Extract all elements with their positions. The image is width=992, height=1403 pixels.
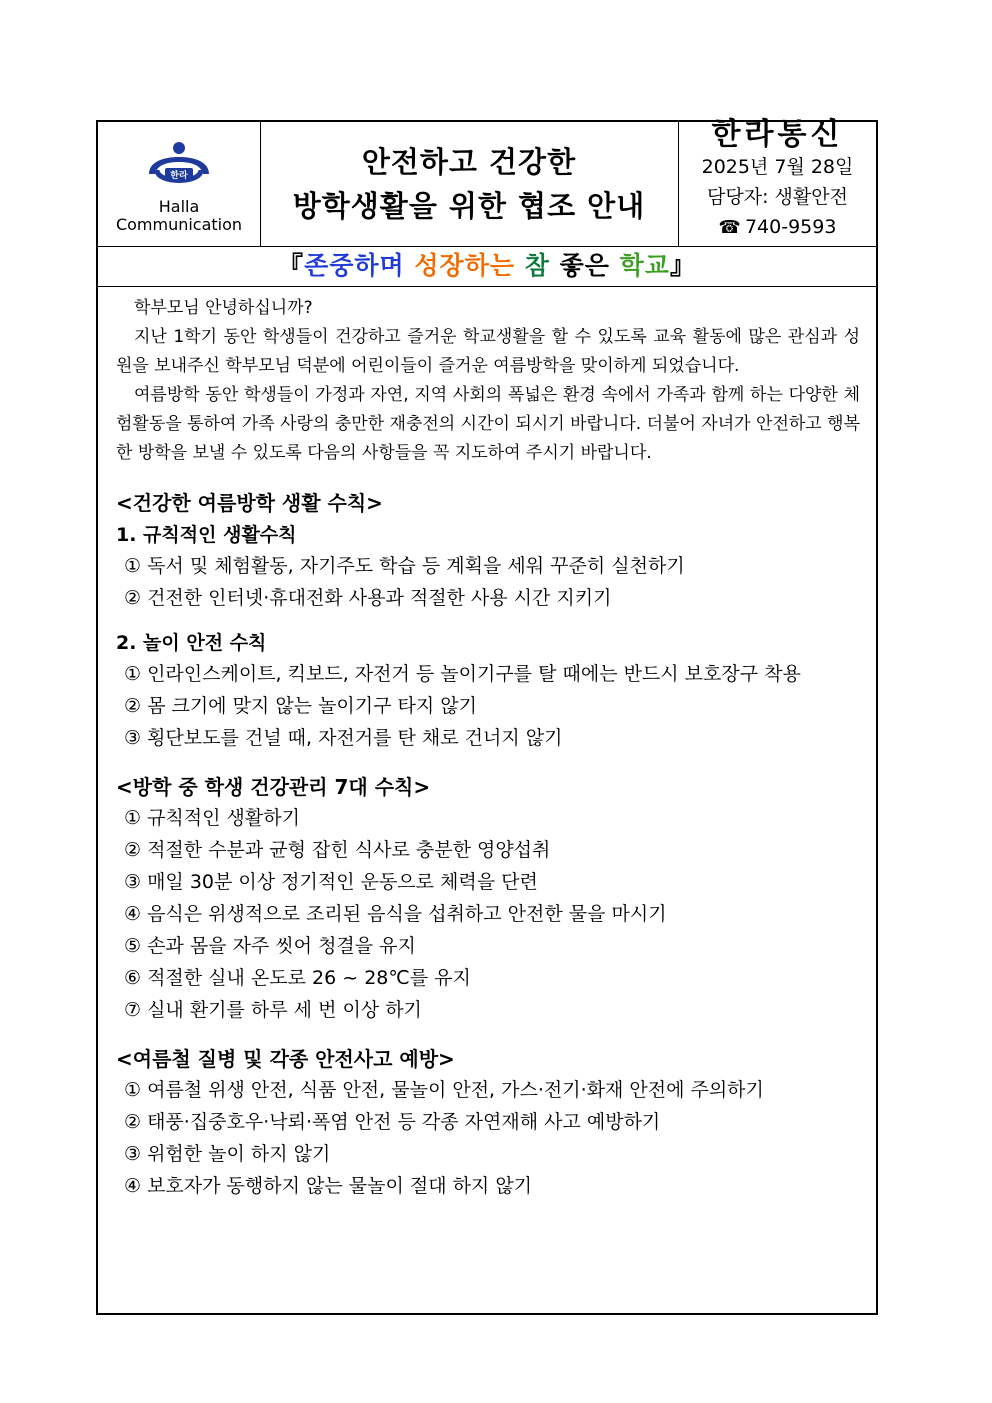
logo-text-line1: Halla: [158, 197, 200, 216]
list-item: ③ 횡단보도를 건널 때, 자전거를 탄 채로 건너지 않기: [124, 727, 563, 749]
list-item: ① 독서 및 체험활동, 자기주도 학습 등 계획을 세워 꾸준히 실천하기: [124, 555, 685, 577]
list-item: ④ 보호자가 동행하지 않는 물놀이 절대 하지 않기: [124, 1175, 533, 1197]
intro-paragraph-1: 지난 1학기 동안 학생들이 건강하고 즐거운 학교생활을 할 수 있도록 교육 활동에 많은 관심과 성원을 보내주신 학부모님 덕분에 어린이들이 즐거운 여름방학을 맞이하게 되었습니다.: [116, 327, 860, 376]
list-item: ③ 매일 30분 이상 정기적인 운동으로 체력을 단련: [124, 871, 538, 893]
newsletter-frame: [96, 117, 878, 1315]
svg-text:한라: 한라: [170, 171, 188, 181]
title-line2: 방학생활을 위한 협조 안내: [292, 189, 646, 223]
slogan-word5: 학교: [619, 251, 670, 280]
slogan-word1: 존중하며: [304, 251, 405, 280]
subheading-daily-routine: 1. 규칙적인 생활수칙: [116, 524, 297, 546]
list-item: ② 건전한 인터넷·휴대전화 사용과 적절한 사용 시간 지키기: [124, 587, 612, 609]
intro-paragraph-2: 여름방학 동안 학생들이 가정과 자연, 지역 사회의 폭넓은 환경 속에서 가족과 함께 하는 다양한 체험활동을 통하여 가족 사랑의 충만한 재충전의 시간이 되시기 바랍니다. 더불어 자녀가 안전하고 행복한 방학을 보낼 수 있도록 다음의 사항들을 꼭 지도하여 주시기 바랍니다.: [116, 385, 860, 463]
logo-text-line2: Communication: [115, 215, 243, 234]
logo-cell: [98, 122, 261, 246]
list-item: ① 규칙적인 생활하기: [124, 807, 300, 829]
greeting: 학부모님 안녕하십니까?: [134, 298, 313, 318]
list-item: ② 몸 크기에 맞지 않는 놀이기구 타지 않기: [124, 695, 477, 717]
title-cell: [260, 122, 679, 246]
list-item: ⑤ 손과 몸을 자주 씻어 청결을 유지: [124, 935, 416, 957]
phone-number-row: [679, 212, 876, 243]
subheading-play-safety: 2. 놀이 안전 수칙: [116, 632, 267, 654]
contact-person: 담당자: 생활안전: [707, 186, 848, 208]
header: [98, 117, 876, 247]
list-item: ④ 음식은 위생적으로 조리된 음식을 섭취하고 안전한 물을 마시기: [124, 903, 667, 925]
list-item: ① 여름철 위생 안전, 식품 안전, 물놀이 안전, 가스·전기·화재 안전에 주의하기: [124, 1079, 764, 1101]
list-item: ② 적절한 수분과 균형 잡힌 식사로 충분한 영양섭취: [124, 839, 551, 861]
list-item: ③ 위험한 놀이 하지 않기: [124, 1143, 331, 1165]
section-heading-accident-prevention: <여름철 질병 및 각종 안전사고 예방>: [116, 1047, 455, 1071]
phone-number: 740-9593: [744, 216, 837, 238]
issue-date: 2025년 7월 28일: [701, 156, 854, 178]
publication-name: 한라통신: [711, 117, 844, 152]
halla-logo-icon: [143, 140, 215, 192]
list-item: ② 태풍·집중호우·낙뢰·폭염 안전 등 각종 자연재해 사고 예방하기: [124, 1111, 661, 1133]
slogan-open: 『: [278, 251, 305, 280]
slogan-word3: 참: [524, 251, 550, 280]
school-slogan: [98, 246, 876, 287]
slogan-word4: 좋은: [559, 251, 610, 280]
letter-body: [116, 294, 860, 1202]
section-heading-summer-rules: <건강한 여름방학 생활 수칙>: [116, 491, 383, 515]
list-item: ⑦ 실내 환기를 하루 세 번 이상 하기: [124, 999, 422, 1021]
section-heading-health-rules: <방학 중 학생 건강관리 7대 수칙>: [116, 775, 431, 799]
slogan-word2: 성장하는: [414, 251, 515, 280]
list-item: ⑥ 적절한 실내 온도로 26 ~ 28℃를 유지: [124, 967, 471, 989]
slogan-close: 』: [669, 251, 696, 280]
info-cell: [679, 117, 876, 246]
title-line1: 안전하고 건강한: [361, 145, 577, 179]
phone-icon: ☎: [718, 217, 741, 238]
list-item: ① 인라인스케이트, 킥보드, 자전거 등 놀이기구를 탈 때에는 반드시 보호장구 착용: [124, 663, 801, 685]
